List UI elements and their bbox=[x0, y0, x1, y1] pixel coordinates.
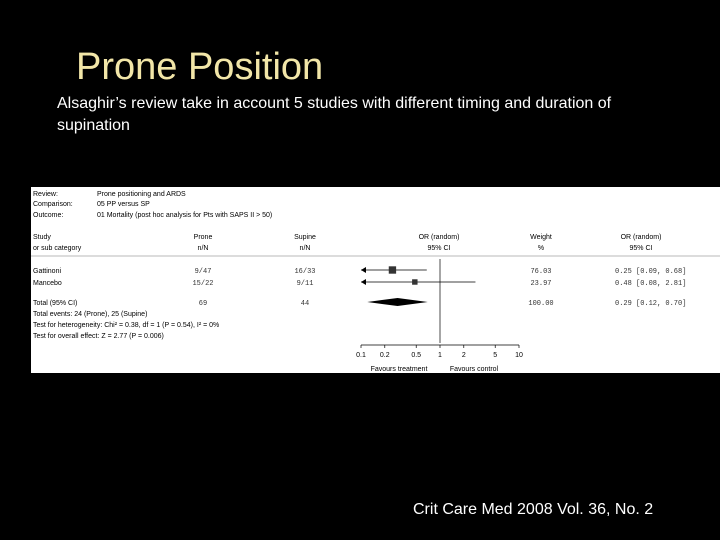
forest-plot-axis bbox=[356, 345, 523, 359]
study-orci-mancebo: 0.48 [0.08, 2.81] bbox=[615, 280, 687, 288]
favours-control-label: Favours control bbox=[449, 366, 499, 373]
study-orci-gattinoni: 0.25 [0.09, 0.68] bbox=[615, 268, 687, 276]
total-weight: 100.00 bbox=[528, 300, 554, 308]
citation: Crit Care Med 2008 Vol. 36, No. 2 bbox=[413, 501, 654, 518]
col-prone-1: Prone bbox=[193, 234, 213, 241]
study-prone-gattinoni: 9/47 bbox=[194, 268, 212, 276]
col-study-1: Study bbox=[33, 234, 51, 241]
x-tick-label-3: 1 bbox=[438, 352, 442, 359]
heterogeneity-test: Test for heterogeneity: Chi² = 0.38, df = 1 (P = 0.54), I² = 0% bbox=[33, 322, 220, 329]
x-tick-label-2: 0.5 bbox=[411, 352, 422, 359]
x-tick-label-1: 0.2 bbox=[379, 352, 390, 359]
slide-subtitle: Alsaghir’s review take in account 5 studies with different timing and duration of supination bbox=[57, 95, 612, 134]
point-estimate-mancebo bbox=[412, 279, 417, 284]
study-weight-gattinoni: 76.03 bbox=[530, 268, 552, 276]
review-label: Review: bbox=[33, 191, 58, 198]
study-prone-mancebo: 15/22 bbox=[192, 280, 214, 288]
col-or-2: 95% CI bbox=[427, 245, 451, 252]
forest-plot-figure bbox=[31, 187, 720, 373]
col-weight-1: Weight bbox=[530, 234, 552, 241]
col-weight-2: % bbox=[537, 245, 545, 252]
col-orci-1: OR (random) bbox=[620, 234, 662, 241]
ci-arrow-mancebo bbox=[361, 279, 366, 285]
comparison-value: 05 PP versus SP bbox=[97, 201, 150, 208]
forest-plot-svg bbox=[31, 187, 720, 373]
total-label: Total (95% CI) bbox=[33, 300, 78, 307]
total-orci: 0.29 [0.12, 0.70] bbox=[615, 300, 687, 308]
study-name-mancebo: Mancebo bbox=[33, 280, 62, 287]
col-supine-1: Supine bbox=[294, 234, 316, 241]
study-supine-mancebo: 9/11 bbox=[296, 280, 314, 288]
x-tick-label-5: 5 bbox=[493, 352, 498, 359]
col-or-1: OR (random) bbox=[418, 234, 460, 241]
study-supine-gattinoni: 16/33 bbox=[294, 268, 316, 276]
x-tick-label-4: 2 bbox=[461, 352, 466, 359]
forest-plot-marks bbox=[361, 259, 475, 343]
favours-treatment-label: Favours treatment bbox=[370, 366, 428, 373]
pooled-diamond bbox=[367, 298, 428, 306]
overall-effect-test: Test for overall effect: Z = 2.77 (P = 0.006) bbox=[33, 333, 164, 340]
total-prone: 69 bbox=[198, 300, 208, 308]
col-orci-2: 95% CI bbox=[629, 245, 653, 252]
review-value: Prone positioning and ARDS bbox=[97, 191, 186, 198]
col-prone-2: n/N bbox=[197, 245, 209, 252]
slide-title: Prone Position bbox=[76, 46, 324, 88]
x-tick-label-0: 0.1 bbox=[356, 352, 366, 359]
x-tick-label-6: 10 bbox=[515, 352, 523, 359]
comparison-label: Comparison: bbox=[33, 201, 73, 208]
total-events: Total events: 24 (Prone), 25 (Supine) bbox=[33, 311, 148, 318]
study-name-gattinoni: Gattinoni bbox=[33, 268, 62, 275]
point-estimate-gattinoni bbox=[389, 266, 396, 273]
study-weight-mancebo: 23.97 bbox=[530, 280, 552, 288]
ci-arrow-gattinoni bbox=[361, 267, 366, 273]
total-supine: 44 bbox=[300, 300, 310, 308]
outcome-label: Outcome: bbox=[33, 212, 64, 219]
col-study-2: or sub category bbox=[33, 245, 82, 252]
outcome-value: 01 Mortality (post hoc analysis for Pts with SAPS II > 50) bbox=[97, 212, 273, 219]
col-supine-2: n/N bbox=[299, 245, 311, 252]
